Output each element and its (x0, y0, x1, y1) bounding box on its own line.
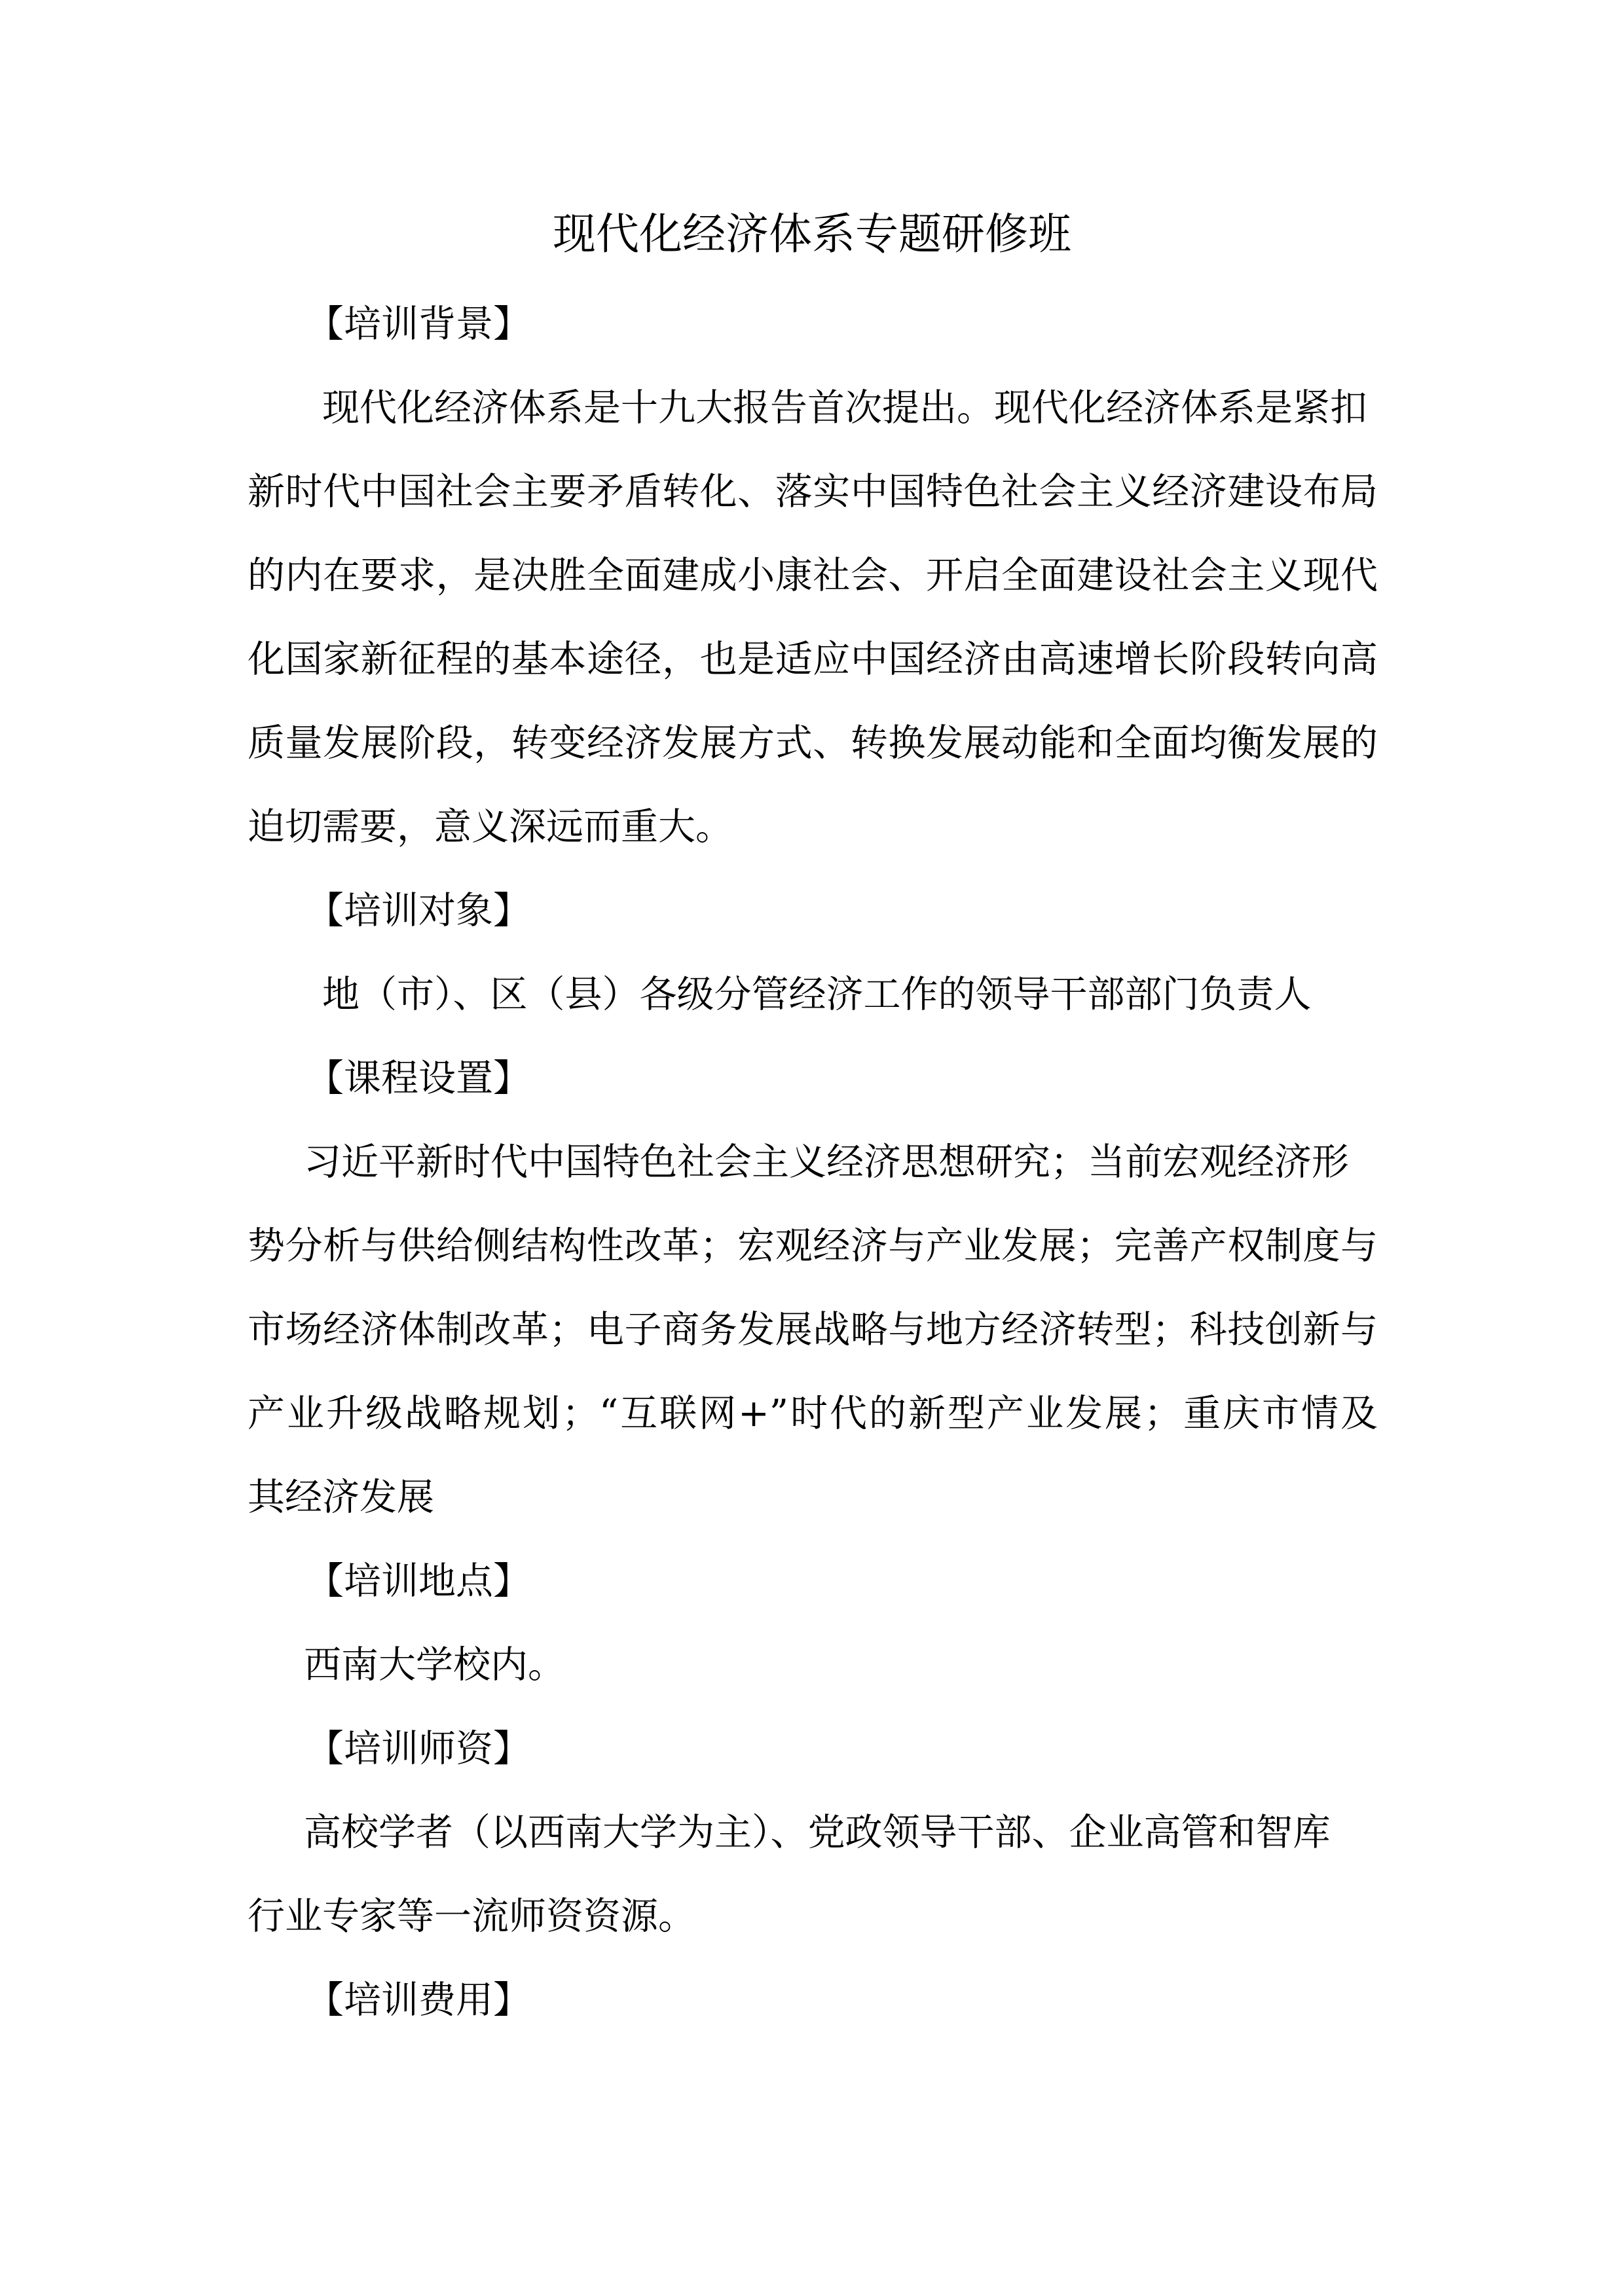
location-line: 西南大学校内。 (304, 1643, 565, 1686)
curriculum-line: 势分析与供给侧结构性改革；宏观经济与产业发展；完善产权制度与 (248, 1224, 1378, 1267)
background-line: 质量发展阶段，转变经济发展方式、转换发展动能和全面均衡发展的 (248, 721, 1378, 765)
faculty-line: 行业专家等一流师资资源。 (248, 1895, 695, 1938)
audience-line: 地（市）、区（县）各级分管经济工作的领导干部部门负责人 (322, 973, 1312, 1016)
faculty-line: 高校学者（以西南大学为主）、党政领导干部、企业高管和智库 (304, 1811, 1331, 1854)
curriculum-line: 习近平新时代中国特色社会主义经济思想研究；当前宏观经济形 (304, 1140, 1349, 1184)
curriculum-line: 市场经济体制改革；电子商务发展战略与地方经济转型；科技创新与 (248, 1308, 1378, 1351)
heading-background: 【培训背景】 (306, 302, 530, 346)
background-line: 新时代中国社会主要矛盾转化、落实中国特色社会主义经济建设布局 (248, 470, 1378, 513)
heading-faculty: 【培训师资】 (306, 1727, 530, 1770)
background-line: 化国家新征程的基本途径，也是适应中国经济由高速增长阶段转向高 (248, 638, 1378, 681)
background-line: 现代化经济体系是十九大报告首次提出。现代化经济体系是紧扣 (322, 386, 1367, 429)
background-line: 迫切需要，意义深远而重大。 (248, 805, 733, 848)
curriculum-line: 产业升级战略规划；“互联网+”时代的新型产业发展；重庆市情及 (248, 1392, 1378, 1435)
heading-location: 【培训地点】 (306, 1559, 530, 1603)
heading-curriculum: 【课程设置】 (306, 1057, 530, 1100)
curriculum-line: 其经济发展 (248, 1476, 434, 1519)
background-line: 的内在要求，是决胜全面建成小康社会、开启全面建设社会主义现代 (248, 554, 1378, 597)
document-title: 现代化经济体系专题研修班 (553, 209, 1071, 259)
heading-audience: 【培训对象】 (306, 889, 530, 932)
heading-fees: 【培训费用】 (306, 1978, 530, 2022)
